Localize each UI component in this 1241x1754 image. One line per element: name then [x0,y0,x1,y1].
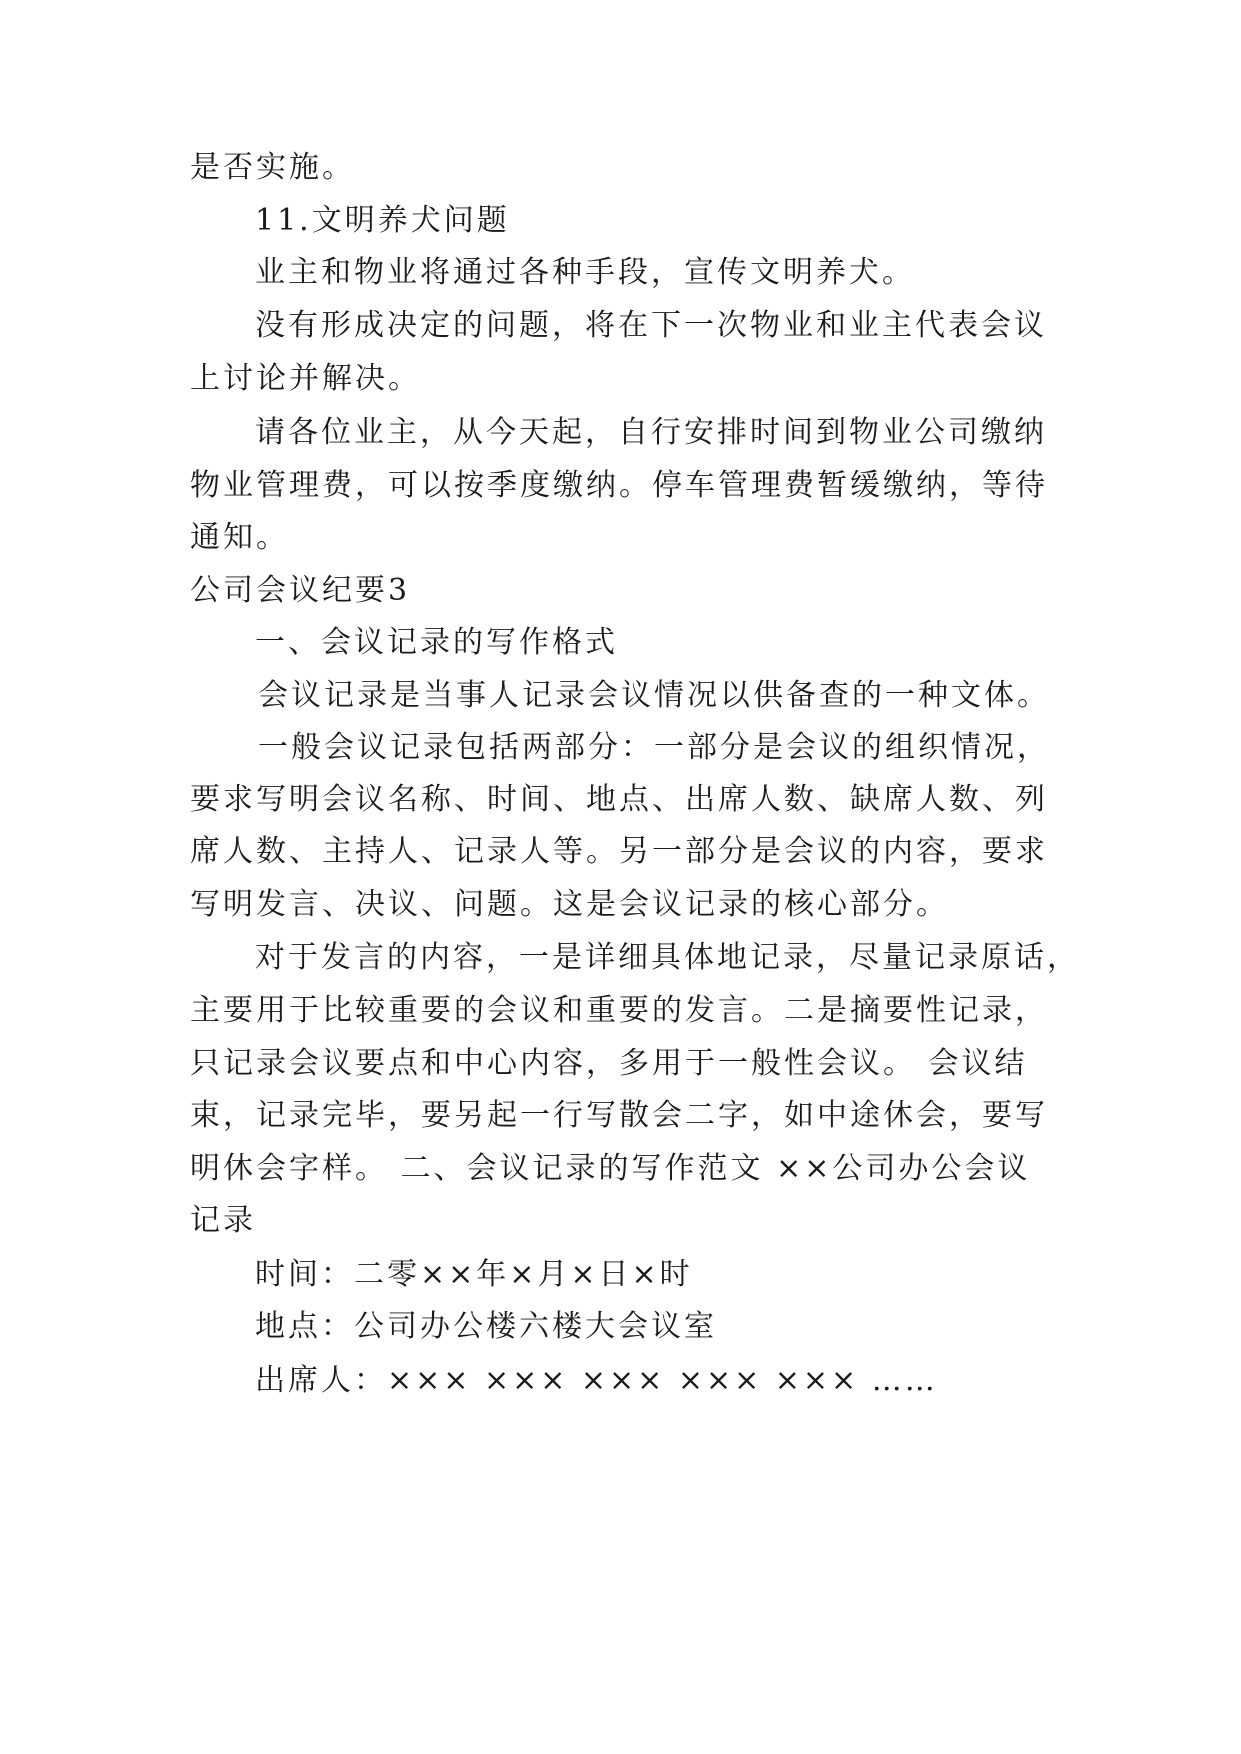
section-heading-11: 11.文明养犬问题 [255,203,510,238]
section-heading-format: 一、会议记录的写作格式 [255,625,618,660]
text-line-18: 只记录会议要点和中心内容，多用于一般性会议。 会议结 [190,1046,1028,1081]
meeting-attendees: 出席人：××× ××× ××× ××× ××× …… [255,1363,938,1398]
text-line-11: 会议记录是当事人记录会议情况以供备查的一种文体。 [258,678,1050,713]
text-line-4: 没有形成决定的问题，将在下一次物业和业主代表会议 [255,308,1047,343]
text-line-5: 上讨论并解决。 [190,361,421,396]
text-line-6: 请各位业主，从今天起，自行安排时间到物业公司缴纳 [255,415,1047,450]
text-line-21: 记录 [190,1203,256,1238]
text-line-17: 主要用于比较重要的会议和重要的发言。二是摘要性记录， [190,993,1048,1028]
text-line-1: 是否实施。 [190,150,355,185]
text-line-15: 写明发言、决议、问题。这是会议记录的核心部分。 [190,887,949,922]
text-line-16: 对于发言的内容，一是详细具体地记录，尽量记录原话， [255,940,1080,975]
text-line-20: 明休会字样。 二、会议记录的写作范文 ××公司办公会议 [190,1151,1031,1186]
document-title-3: 公司会议纪要3 [190,573,411,608]
text-line-19: 束，记录完毕，要另起一行写散会二字，如中途休会，要写 [190,1098,1048,1133]
text-line-7: 物业管理费，可以按季度缴纳。停车管理费暂缓缴纳，等待 [190,468,1048,503]
text-line-8: 通知。 [190,520,289,555]
text-line-3: 业主和物业将通过各种手段，宣传文明养犬。 [255,255,915,290]
text-line-14: 席人数、主持人、记录人等。另一部分是会议的内容，要求 [190,834,1048,869]
text-line-12: 一般会议记录包括两部分：一部分是会议的组织情况， [258,730,1050,765]
text-line-13: 要求写明会议名称、时间、地点、出席人数、缺席人数、列 [190,782,1048,817]
meeting-location: 地点：公司办公楼六楼大会议室 [255,1309,717,1344]
meeting-time: 时间：二零××年×月×日×时 [255,1257,693,1292]
